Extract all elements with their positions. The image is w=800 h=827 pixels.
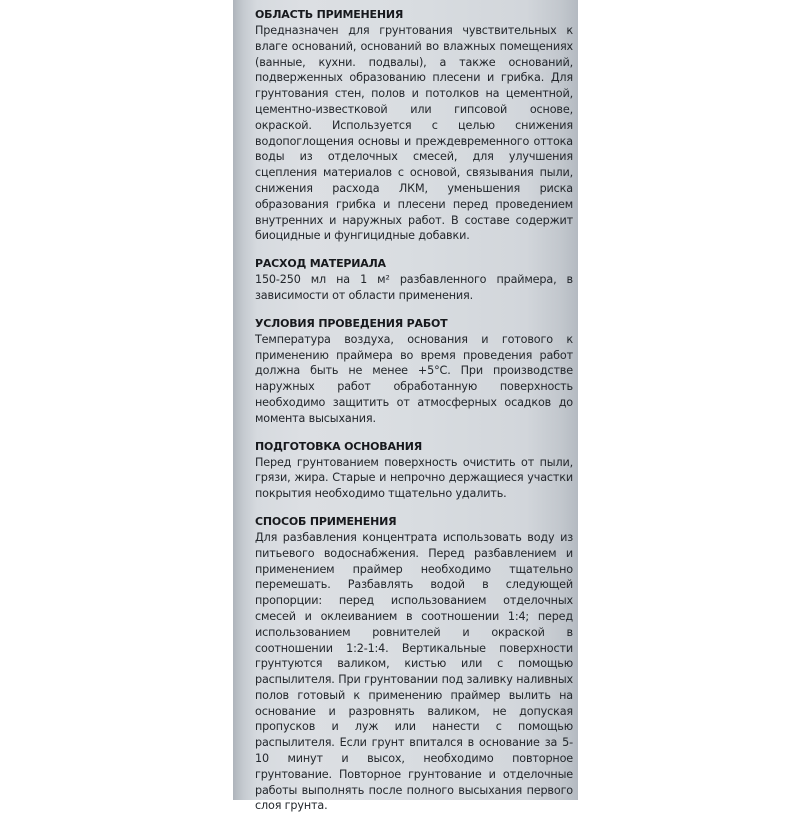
section-application-method bbox=[255, 515, 573, 814]
section-heading: УСЛОВИЯ ПРОВЕДЕНИЯ РАБОТ bbox=[255, 316, 448, 330]
section-work-conditions bbox=[255, 317, 573, 427]
section-material-consumption bbox=[255, 257, 573, 304]
product-label-panel bbox=[233, 0, 578, 813]
section-text: Температура воздуха, основания и готового к применению праймера во время проведения работ должна быть не менее +5°С. При производстве наружных работ обработанную поверхность необходимо защитить от атмосферных осадков до момента высыхания. bbox=[255, 332, 573, 425]
instructions-text-block bbox=[255, 8, 573, 827]
section-application-area bbox=[255, 8, 573, 244]
section-text: 150-250 мл на 1 м² разбавленного праймера, в зависимости от области применения. bbox=[255, 273, 573, 302]
section-heading: РАСХОД МАТЕРИАЛА bbox=[255, 257, 386, 271]
section-surface-preparation bbox=[255, 440, 573, 502]
section-text: Предназначен для грунтования чувствительных к влаге оснований, оснований во влажных помещениях (ванные, кухни. подвалы), а также оснований, подверженных образованию плесени и грибка. Для грунтования стен, полов и потолков на цементной, цементно-известковой или гипсовой основе, окраской. Используется с целью снижения водопоглощения основы и преждевременного оттока воды из отделочных смесей, для улучшения сцепления материалов с основой, связывания пыли, снижения расхода ЛКМ, уменьшения риска образования грибка и плесени перед проведением внутренних и наружных работ. В составе содержит биоцидные и фунгицидные добавки. bbox=[255, 24, 573, 243]
section-heading: ПОДГОТОВКА ОСНОВАНИЯ bbox=[255, 439, 423, 453]
section-text: Перед грунтованием поверхность очистить от пыли, грязи, жира. Старые и непрочно держащиеся участки покрытия необходимо тщательно удалить. bbox=[255, 455, 573, 501]
section-text: Для разбавления концентрата использовать воду из питьевого водоснабжения. Перед разбавлением и применением праймер необходимо тщательно перемешать. Разбавлять водой в следующей пропорции: перед использованием отделочных смесей и оклеиванием в соотношении 1:4; перед использованием ровнителей и окраской в соотношении 1:2-1:4. Вертикальные поверхности грунтуются валиком, кистью или с помощью распылителя. При грунтовании под заливку наливных полов готовый к применению праймер вылить на основание и разровнять валиком, не допуская пропусков и луж или нанести с помощью распылителя. Если грунт впитался в основание за 5-10 минут и высох, необходимо повторное грунтование. Повторное грунтование и отделочные работы выполнять после полного высыхания первого слоя грунта. bbox=[255, 530, 573, 813]
section-heading: СПОСОБ ПРИМЕНЕНИЯ bbox=[255, 514, 397, 528]
section-heading: ОБЛАСТЬ ПРИМЕНЕНИЯ bbox=[255, 8, 404, 21]
